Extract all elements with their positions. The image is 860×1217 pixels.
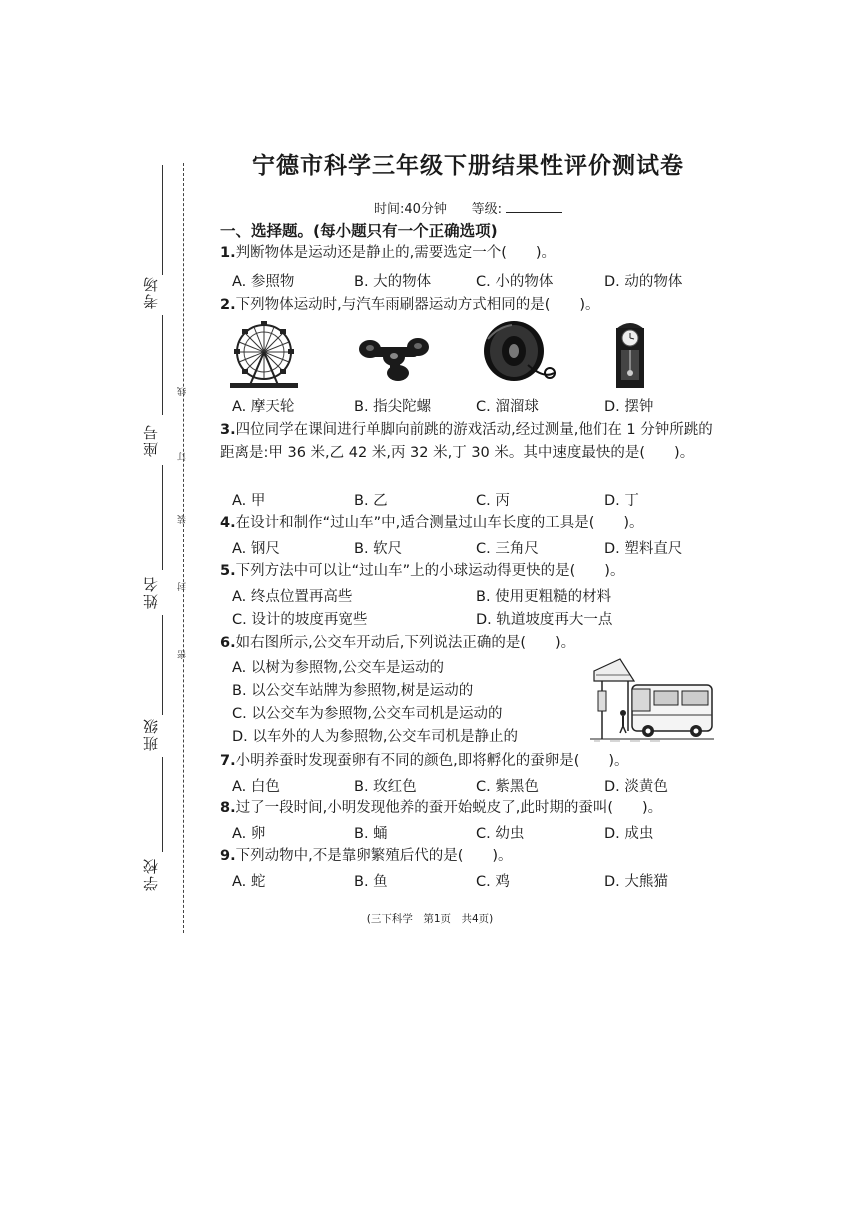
question-number: 8. — [220, 800, 236, 816]
option-d[interactable]: D. 摆钟 — [604, 399, 654, 415]
seal-mark: 密 — [178, 650, 188, 659]
question-3 — [220, 419, 720, 465]
question-text: 下列动物中,不是靠卵繁殖后代的是( )。 — [235, 848, 513, 864]
question-number: 9. — [220, 848, 236, 864]
option-d[interactable]: D. 动的物体 — [604, 274, 683, 290]
option-a[interactable]: A. 摩天轮 — [232, 399, 295, 415]
exam-meta — [228, 198, 708, 217]
field-underline — [162, 757, 163, 852]
option-a[interactable]: A. 终点位置再高些 — [232, 589, 353, 605]
option-b[interactable]: B. 使用更粗糙的材料 — [476, 589, 612, 605]
ferris-wheel-image — [228, 319, 300, 389]
field-label-school: 学校 — [142, 857, 160, 891]
question-number: 5. — [220, 563, 236, 579]
question-7 — [220, 750, 720, 773]
question-1 — [220, 242, 720, 265]
grade-blank[interactable] — [506, 212, 562, 213]
option-a[interactable]: A. 钢尺 — [232, 541, 280, 557]
option-b[interactable]: B. 鱼 — [354, 874, 388, 890]
option-d[interactable]: D. 塑料直尺 — [604, 541, 683, 557]
field-label-exam-room: 考场 — [142, 275, 160, 309]
question-text: 过了一段时间,小明发现他养的蚕开始蜕皮了,此时期的蚕叫( )。 — [235, 800, 663, 816]
option-a[interactable]: A. 白色 — [232, 779, 280, 795]
question-number: 7. — [220, 753, 236, 769]
option-c[interactable]: C. 以公交车为参照物,公交车司机是运动的 — [232, 706, 503, 722]
page-footer: (三下科学 第1页 共4页) — [366, 913, 494, 925]
fidget-spinner-image — [358, 333, 430, 381]
seal-mark: 线 — [178, 387, 188, 396]
time-limit: 时间:40分钟 — [373, 202, 447, 217]
option-b[interactable]: B. 大的物体 — [354, 274, 432, 290]
question-4 — [220, 512, 720, 535]
exam-title: 宁德市科学三年级下册结果性评价测试卷 — [252, 153, 684, 179]
option-a[interactable]: A. 参照物 — [232, 274, 295, 290]
option-c[interactable]: C. 小的物体 — [476, 274, 554, 290]
field-underline — [162, 315, 163, 415]
section-heading: 一、选择题。(每小题只有一个正确选项) — [220, 222, 498, 240]
option-d[interactable]: D. 淡黄色 — [604, 779, 668, 795]
question-number: 1. — [220, 245, 236, 261]
seal-mark: 订 — [178, 452, 188, 461]
question-8 — [220, 797, 720, 820]
field-underline — [162, 165, 163, 275]
option-c[interactable]: C. 紫黑色 — [476, 779, 539, 795]
question-text: 四位同学在课间进行单脚向前跳的游戏活动,经过测量,他们在 1 分钟所跳的距离是:甲 36 米,乙 42 米,丙 32 米,丁 30 米。其中速度最快的是( )。 — [220, 422, 713, 461]
option-d[interactable]: D. 成虫 — [604, 826, 654, 842]
exam-page — [128, 105, 732, 955]
option-a[interactable]: A. 甲 — [232, 493, 266, 509]
question-text: 小明养蚕时发现蚕卵有不同的颜色,即将孵化的蚕卵是( )。 — [235, 753, 629, 769]
option-c[interactable]: C. 溜溜球 — [476, 399, 539, 415]
field-label-name: 姓名 — [142, 575, 160, 609]
field-underline — [162, 465, 163, 570]
question-text: 如右图所示,公交车开动后,下列说法正确的是( )。 — [235, 635, 576, 651]
yo-yo-image — [478, 319, 558, 385]
binding-sidebar — [128, 105, 188, 955]
option-d[interactable]: D. 丁 — [604, 493, 639, 509]
question-number: 2. — [220, 297, 236, 313]
binding-dashed-line — [183, 163, 184, 933]
question-number: 6. — [220, 635, 236, 651]
option-a[interactable]: A. 以树为参照物,公交车是运动的 — [232, 660, 444, 676]
option-b[interactable]: B. 软尺 — [354, 541, 403, 557]
option-a[interactable]: A. 蛇 — [232, 874, 266, 890]
question-text: 判断物体是运动还是静止的,需要选定一个( )。 — [235, 245, 557, 261]
option-c[interactable]: C. 设计的坡度再宽些 — [232, 612, 368, 628]
seal-mark: 封 — [178, 582, 188, 591]
option-d[interactable]: D. 以车外的人为参照物,公交车司机是静止的 — [232, 729, 518, 745]
question-text: 下列物体运动时,与汽车雨刷器运动方式相同的是( )。 — [235, 297, 600, 313]
question-text: 下列方法中可以让“过山车”上的小球运动得更快的是( )。 — [235, 563, 625, 579]
field-label-seat: 座号 — [142, 423, 160, 457]
pendulum-clock-image — [612, 317, 648, 389]
field-underline — [162, 615, 163, 715]
option-b[interactable]: B. 以公交车站牌为参照物,树是运动的 — [232, 683, 474, 699]
question-9 — [220, 845, 720, 868]
option-d[interactable]: D. 大熊猫 — [604, 874, 668, 890]
question-number: 4. — [220, 515, 236, 531]
option-c[interactable]: C. 三角尺 — [476, 541, 539, 557]
bus-stop-scene-image — [590, 655, 714, 745]
option-c[interactable]: C. 幼虫 — [476, 826, 525, 842]
option-c[interactable]: C. 鸡 — [476, 874, 510, 890]
field-label-class: 班级 — [142, 717, 160, 751]
option-d[interactable]: D. 轨道坡度再大一点 — [476, 612, 613, 628]
question-5 — [220, 560, 720, 583]
option-b[interactable]: B. 乙 — [354, 493, 388, 509]
question-6 — [220, 632, 720, 655]
grade-label: 等级: — [471, 202, 503, 217]
option-b[interactable]: B. 指尖陀螺 — [354, 399, 432, 415]
question-2 — [220, 294, 720, 317]
option-b[interactable]: B. 玫红色 — [354, 779, 417, 795]
question-number: 3. — [220, 422, 236, 438]
question-text: 在设计和制作“过山车”中,适合测量过山车长度的工具是( )。 — [235, 515, 644, 531]
option-b[interactable]: B. 蛹 — [354, 826, 388, 842]
option-a[interactable]: A. 卵 — [232, 826, 266, 842]
option-c[interactable]: C. 丙 — [476, 493, 510, 509]
seal-mark: 装 — [178, 515, 188, 524]
